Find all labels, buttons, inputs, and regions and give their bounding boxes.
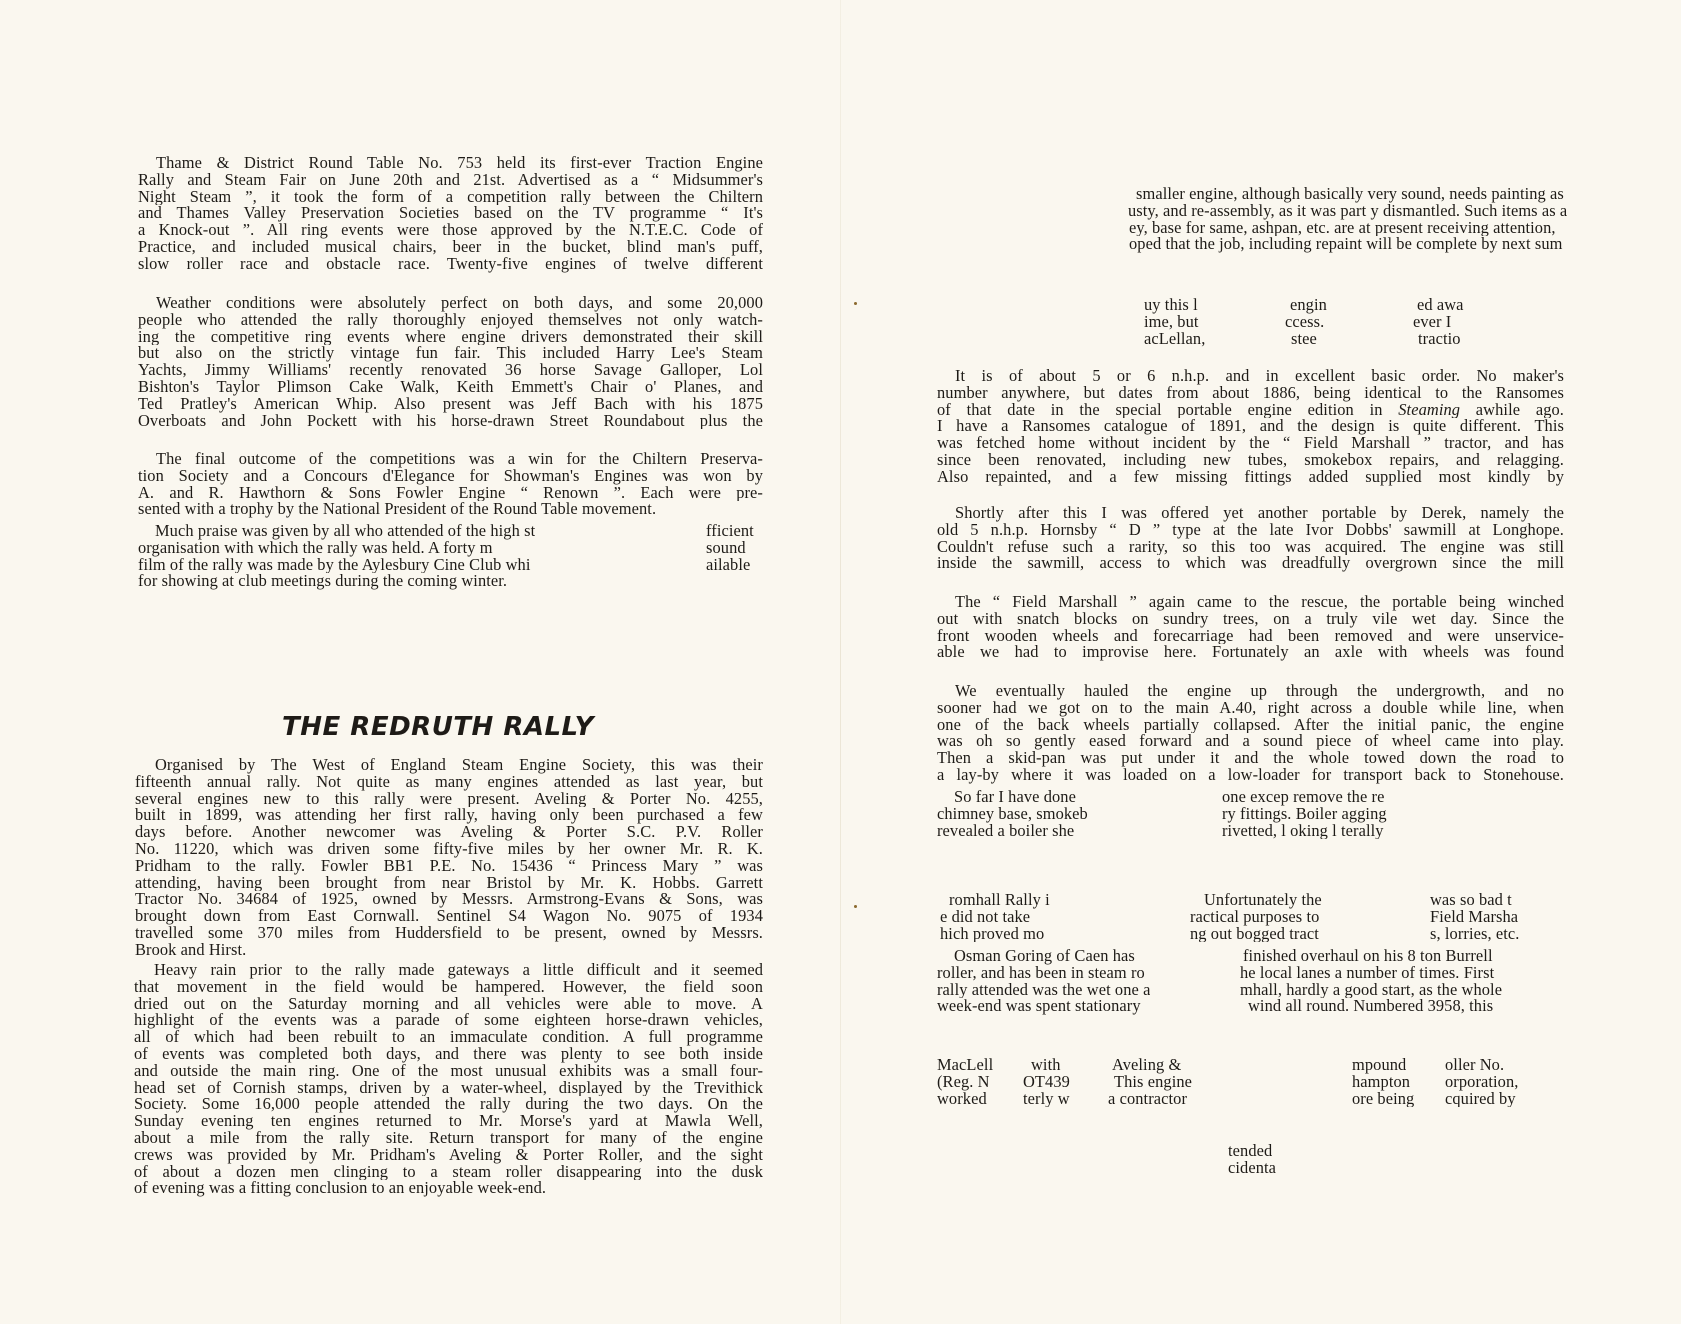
magazine-title: Steaming — [1398, 401, 1461, 419]
fragment-b-col2 — [1222, 789, 1387, 839]
text-line: number anywhere, but dates from about 1886, being identical to the Ransomes — [937, 384, 1564, 402]
fragment-f — [1228, 1143, 1276, 1177]
text-line: one excep remove the re — [1222, 789, 1385, 806]
fragment-a-col3 — [1413, 297, 1464, 347]
text-line: worked — [937, 1090, 987, 1108]
text-line: mhall, hardly a good start, as the whole — [1240, 981, 1503, 999]
text-line: with — [1031, 1057, 1061, 1074]
text-line: film of the rally was made by the Aylesbury Cine Club whi — [138, 556, 531, 574]
text-line: brought down from East Cornwall. Sentinel S4 Wagon No. 9075 of 1934 — [135, 908, 763, 925]
fragment-c-col1 — [937, 892, 1050, 942]
text-line: Unfortunately the — [1204, 892, 1322, 909]
text-line: OT439 — [1023, 1073, 1070, 1091]
text-line: Shortly after this I was offered yet another portable by Derek, namely the — [955, 505, 1564, 522]
fragment-a-col2 — [1285, 297, 1327, 347]
speck-mark — [854, 302, 857, 305]
text-line: hich proved mo — [940, 925, 1045, 943]
text-line: Rally and Steam Fair on June 20th and 21st. Advertised as a “ Midsummer's — [138, 171, 763, 189]
right-paragraph-portable — [937, 368, 1564, 486]
text-line: organisation with which the rally was held. A forty m — [138, 539, 493, 557]
text-line: A. and R. Hawthorn & Sons Fowler Engine “ Renown ”. Each were pre- — [138, 484, 763, 502]
fragment-a-col1 — [1144, 297, 1205, 347]
text-line: revealed a boiler she — [937, 822, 1075, 840]
text-line: one of the back wheels partially collapsed. After the initial panic, the engine — [937, 716, 1564, 734]
text-line: Weather conditions were absolutely perfect on both days, and some 20,000 — [156, 295, 763, 312]
redruth-paragraph-2 — [134, 962, 763, 1197]
text-line: head set of Cornish stamps, driven by a water-wheel, displayed by the Trevithick — [134, 1079, 763, 1097]
text-line: mpound — [1352, 1057, 1407, 1074]
fragment-e-col2 — [1023, 1057, 1070, 1107]
text-line: he local lanes a number of times. First — [1240, 964, 1495, 982]
text-line: attending, having been brought from near Bristol by Mr. K. Hobbs. Garrett — [135, 874, 763, 892]
text-line: Much praise was given by all who attended of the high st — [155, 523, 536, 540]
text-line: Tractor No. 34684 of 1925, owned by Messrs. Armstrong-Evans & Sons, was — [135, 891, 763, 909]
speck-mark — [854, 905, 857, 908]
text-line: Society. Some 16,000 people attended the rally during the two days. On the — [134, 1096, 763, 1114]
text-line: Practice, and included musical chairs, beer in the bucket, blind man's puff, — [138, 238, 763, 256]
text-line: The final outcome of the competitions was a win for the Chiltern Preserva- — [156, 451, 763, 468]
right-paragraph-field-marshall — [937, 594, 1564, 661]
text-line: able we had to improvise here. Fortunately an axle with wheels was found — [937, 644, 1564, 662]
text-line: ry fittings. Boiler agging — [1222, 805, 1387, 823]
text-line: travelled some 370 miles from Huddersfield to be present, owned by Messrs. — [135, 924, 763, 942]
text-line: crews was provided by Mr. Pridham's Aveling & Porter Roller, and the sight — [134, 1146, 763, 1164]
text-line: but also on the strictly vintage fun fair. This included Harry Lee's Steam — [138, 345, 763, 363]
text-line: MacLell — [937, 1057, 994, 1074]
text-line: tended — [1228, 1143, 1273, 1160]
text-line: inside the sawmill, access to which was dreadfully overgrown since the mill — [937, 555, 1564, 573]
fragment-d-col2 — [1240, 948, 1502, 1015]
redruth-paragraph-1 — [135, 757, 763, 959]
text-line: oped that the job, including repaint will be complete by next sum — [1129, 236, 1563, 254]
text-line: that movement in the field would be hampered. However, the field soon — [134, 978, 763, 996]
text-line: Aveling & — [1112, 1057, 1182, 1074]
text-line: ing the competitive ring events where engine drivers demonstrated their skill — [138, 328, 763, 346]
text-line: of about a dozen men clinging to a steam roller disappearing into the dusk — [134, 1163, 763, 1181]
text-line: The “ Field Marshall ” again came to the rescue, the portable being winched — [955, 594, 1564, 611]
text-line: s, lorries, etc. — [1430, 925, 1520, 943]
text-line: built in 1899, was attending her first rally, having only been purchased a few — [135, 807, 763, 825]
text-line: uy this l — [1144, 297, 1198, 314]
text-line: of evening was a fitting conclusion to an enjoyable week-end. — [134, 1180, 547, 1198]
text-line: Osman Goring of Caen has — [954, 948, 1135, 965]
right-paragraph-hauled — [937, 683, 1564, 784]
fragment-c-col3 — [1430, 892, 1519, 942]
text-line: cquired by — [1445, 1090, 1516, 1108]
fragment-c-col2 — [1190, 892, 1322, 942]
text-line: orporation, — [1445, 1073, 1519, 1091]
text-line: fficient — [706, 523, 754, 540]
text-line: dried out on the Saturday morning and all vehicles were able to move. A — [134, 995, 763, 1013]
text-line: of events was completed both days, and there was plenty to see both inside — [134, 1045, 763, 1063]
text-line: for showing at club meetings during the coming winter. — [138, 573, 508, 591]
text-line: wind all round. Numbered 3958, this — [1248, 998, 1494, 1016]
text-line: slow roller race and obstacle race. Twenty-five engines of twelve different — [138, 255, 763, 273]
text-line: chimney base, smokeb — [937, 805, 1088, 823]
text-line: Ted Pratley's American Whip. Also present was Jeff Bach with his 1875 — [138, 395, 763, 413]
text-line: It is of about 5 or 6 n.h.p. and in excellent basic order. No maker's — [955, 368, 1564, 385]
text-line: was fetched home without incident by the “ Field Marshall ” tractor, and has — [937, 435, 1564, 452]
text-line: ractical purposes to — [1190, 908, 1320, 926]
text-line: ey, base for same, ashpan, etc. are at present receiving attention, — [1129, 219, 1556, 237]
text-line: e did not take — [940, 908, 1031, 926]
text-line: ore being — [1352, 1090, 1415, 1108]
text-line: We eventually hauled the engine up through the undergrowth, and no — [955, 683, 1564, 700]
text-line: since been renovated, including new tubes, smokebox repairs, and relagging. — [937, 451, 1564, 469]
text-line: Bishton's Taylor Plimson Cake Walk, Keith Emmett's Chair o' Planes, and — [138, 378, 763, 396]
thame-paragraph-3 — [138, 451, 763, 518]
thame-paragraph-4-right — [706, 523, 754, 573]
text-line: terly w — [1023, 1090, 1070, 1108]
text-line: rivetted, l oking l terally — [1222, 822, 1384, 840]
right-paragraph-hornsby — [937, 505, 1564, 572]
redruth-rally-heading: THE REDRUTH RALLY — [282, 712, 594, 742]
text-line: out with snatch blocks on sundry trees, on a truly vile wet day. Since the — [937, 610, 1564, 628]
text-line: ng out bogged tract — [1190, 925, 1319, 943]
text-line: tion Society and a Concours d'Elegance for Showman's Engines was won by — [138, 467, 763, 485]
text-line: fifteenth annual rally. Not quite as many engines attended as last year, but — [135, 773, 763, 791]
text-line: hampton — [1352, 1073, 1411, 1091]
text-line: Heavy rain prior to the rally made gateways a little difficult and it seemed — [154, 962, 763, 979]
text-line: (Reg. N — [937, 1073, 990, 1091]
text-line: sound — [706, 539, 746, 557]
text-line: a Knock-out ”. All ring events were those approved by the N.T.E.C. Code of — [138, 222, 763, 239]
text-line: engin — [1290, 297, 1327, 314]
text-line: all of which had been rebuilt to an immaculate condition. A full programme — [134, 1029, 763, 1046]
text-line: So far I have done — [954, 789, 1076, 806]
text-line: usty, and re-assembly, as it was part y dismantled. Such items as a — [1128, 202, 1568, 220]
text-line: ccess. — [1285, 313, 1325, 331]
text-line: romhall Rally i — [949, 892, 1050, 909]
text-line: ed awa — [1417, 297, 1464, 314]
text-line: about a mile from the rally site. Return transport for many of the engine — [134, 1129, 763, 1147]
fragment-d-col1 — [937, 948, 1150, 1015]
text-line: sooner had we got on to the main A.40, right across a double while line, when — [937, 699, 1564, 717]
text-line: days before. Another newcomer was Aveling & Porter S.C. P.V. Roller — [135, 824, 763, 841]
text-line: Also repainted, and a few missing fittings added supplied most kindly by — [937, 468, 1564, 486]
text-line: stee — [1291, 330, 1317, 348]
text-line: ailable — [706, 556, 751, 574]
text-line: finished overhaul on his 8 ton Burrell — [1243, 948, 1493, 965]
text-line: people who attended the rally thoroughly enjoyed themselves not only watch- — [138, 311, 763, 329]
text-line: sented with a trophy by the National President of the Round Table movement. — [138, 501, 657, 519]
text-line: was oh so gently eased forward and a sound piece of wheel came into play. — [937, 733, 1564, 751]
text-line: roller, and has been in steam ro — [937, 964, 1145, 982]
fragment-e-col5 — [1445, 1057, 1518, 1107]
left-page — [0, 0, 840, 1324]
text-line: ever I — [1413, 313, 1452, 331]
text-line: Pridham to the rally. Fowler BB1 P.E. No. 15436 “ Princess Mary ” was — [135, 857, 763, 875]
thame-paragraph-2 — [138, 295, 763, 429]
text-line: This engine — [1114, 1073, 1193, 1091]
text-line: Night Steam ”, it took the form of a competition rally between the Chiltern — [138, 188, 763, 206]
right-paragraph-top — [982, 186, 1670, 253]
text-line: ime, but — [1144, 313, 1199, 331]
fragment-e-col1 — [937, 1057, 993, 1107]
text-line: Organised by The West of England Steam Engine Society, this was their — [155, 757, 763, 774]
text-line: and outside the main ring. One of the most unusual exhibits was a small four- — [134, 1062, 763, 1080]
text-line: Overboats and John Pockett with his horse-drawn Street Roundabout plus the — [138, 412, 763, 430]
text-line: a lay-by where it was loaded on a low-loader for transport back to Stonehouse. — [937, 766, 1564, 784]
text-line: several engines new to this rally were present. Aveling & Porter No. 4255, — [135, 790, 763, 808]
text-line: Field Marsha — [1430, 908, 1519, 926]
right-page — [840, 0, 1681, 1324]
text-line: tractio — [1418, 330, 1461, 348]
text-line: was so bad t — [1430, 892, 1512, 909]
text-line: No. 11220, which was driven some fifty-five miles by her owner Mr. R. K. — [135, 840, 763, 858]
fragment-e-col3 — [1108, 1057, 1192, 1107]
fragment-e-col4 — [1352, 1057, 1414, 1107]
text-line: Sunday evening ten engines returned to Mr. Morse's yard at Mawla Well, — [134, 1113, 763, 1130]
text-line: week-end was spent stationary — [937, 998, 1141, 1016]
thame-paragraph-1 — [138, 155, 763, 273]
text-line: and Thames Valley Preservation Societies based on the TV programme “ It's — [138, 205, 763, 223]
text-line: smaller engine, although basically very sound, needs painting as — [1136, 186, 1564, 203]
text-line: of that date in the special portable engine edition in Steaming awhile ago. — [937, 401, 1564, 419]
text-line: highlight of the events was a parade of some eighteen horse-drawn vehicles, — [134, 1012, 763, 1030]
text-line: Couldn't refuse such a rarity, so this too was acquired. The engine was still — [937, 538, 1564, 556]
text-line: Thame & District Round Table No. 753 held its first-ever Traction Engine — [156, 155, 763, 172]
text-line: cidenta — [1228, 1159, 1277, 1177]
text-line: front wooden wheels and forecarriage had been removed and were unservice- — [937, 627, 1564, 645]
text-line: Then a skid-pan was put under it and the whole towed down the road to — [937, 750, 1564, 767]
text-line: Brook and Hirst. — [135, 941, 247, 959]
text-line: rally attended was the wet one a — [937, 981, 1151, 999]
text-line: I have a Ransomes catalogue of 1891, and the design is quite different. This — [937, 418, 1564, 436]
text-line: old 5 n.h.p. Hornsby “ D ” type at the late Ivor Dobbs' sawmill at Longhope. — [937, 521, 1564, 539]
thame-paragraph-4-left — [138, 523, 535, 590]
text-line: oller No. — [1445, 1057, 1505, 1074]
text-line: a contractor — [1108, 1090, 1188, 1108]
text-line: Yachts, Jimmy Williams' recently renovated 36 horse Savage Galloper, Lol — [138, 362, 763, 379]
fragment-b-col1 — [937, 789, 1088, 839]
text-line: acLellan, — [1144, 330, 1206, 348]
